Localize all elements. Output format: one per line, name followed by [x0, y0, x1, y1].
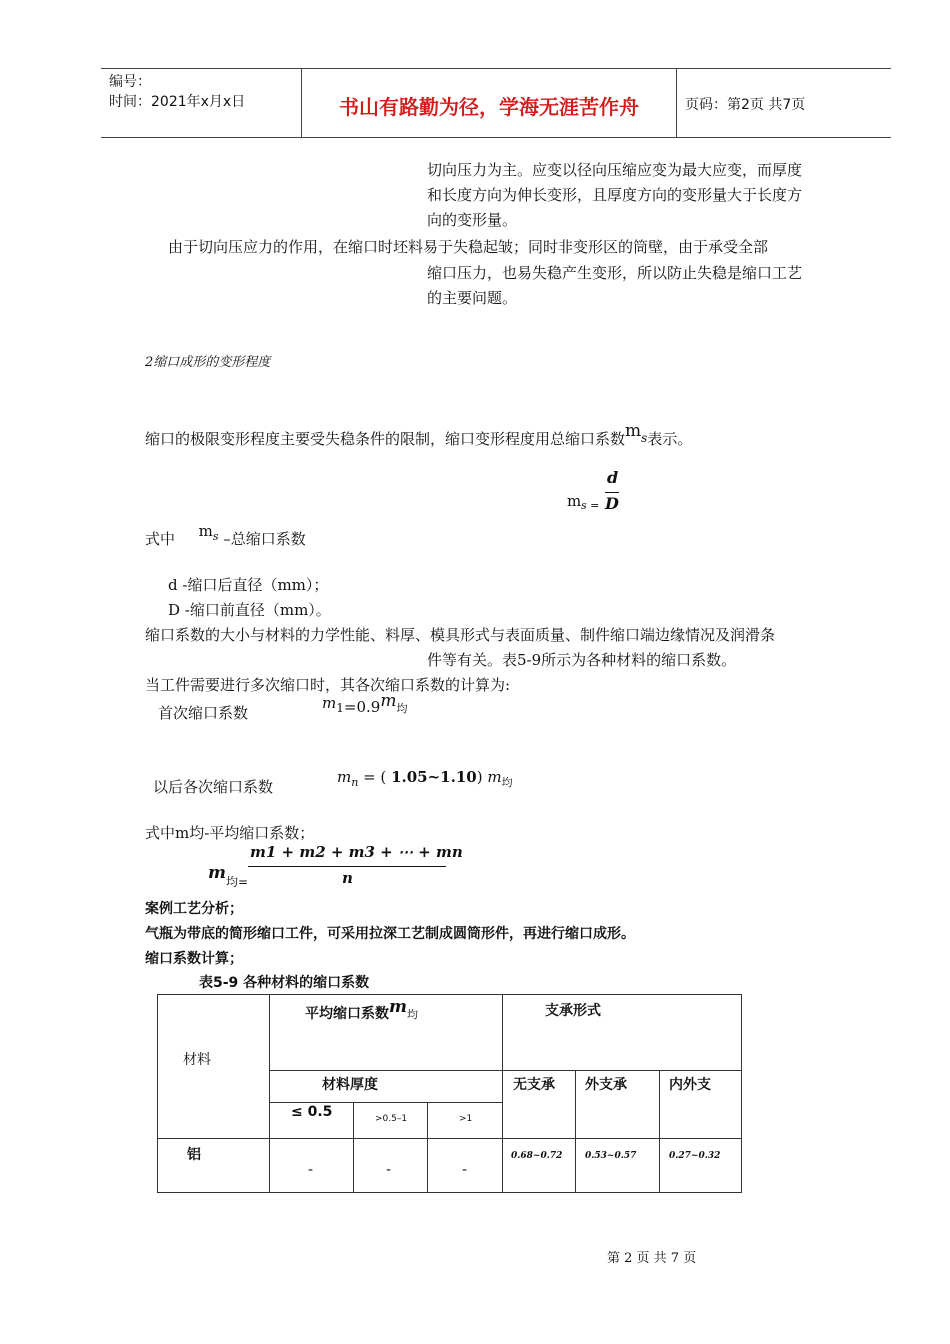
def-text: –总缩口系数: [223, 530, 306, 548]
p3-suffix: 表示。: [647, 430, 693, 448]
page-label: 页码：第2页 共7页: [685, 97, 806, 113]
case-title: 案例工艺分析；: [145, 901, 243, 917]
page-footer: 第 2 页 共 7 页: [607, 1251, 697, 1266]
avg-definition: 式中m均-平均缩口系数；: [145, 824, 315, 842]
p2-line-2: 缩口压力，也易失稳产生变形，所以防止失稳是缩口工艺: [427, 264, 803, 282]
later-reduction-formula: [337, 768, 513, 789]
section-heading: 2缩口成形的变形程度: [145, 355, 271, 370]
table-caption: 表5-9 各种材料的缩口系数: [199, 975, 370, 991]
formula1-fraction-bar: [605, 492, 619, 493]
formula-ms: [567, 466, 637, 516]
support-outer: 外支承: [585, 1077, 627, 1093]
row-value-2: -: [386, 1162, 392, 1178]
support-inner-outer: 内外支: [669, 1077, 711, 1093]
later-paren-open: = (: [358, 768, 392, 786]
later-paren-close: ): [476, 768, 488, 786]
def-symbol-sub: s: [212, 530, 219, 543]
p3-prefix: 缩口的极限变形程度主要受失稳条件的限制，缩口变形程度用总缩口系数: [145, 430, 626, 448]
first-mavg: m: [380, 691, 397, 711]
row-support-2: 0.53~0.57: [585, 1151, 637, 1161]
thickness-1: ≤ 0.5: [291, 1104, 333, 1120]
avg-denominator: n: [342, 869, 353, 887]
material-header: 材料: [183, 1052, 211, 1068]
first-reduction-formula: [322, 691, 408, 717]
def-d: d -缩口后直径（mm）；: [168, 576, 329, 594]
paragraph-2-cont: [427, 261, 802, 311]
p1-line-3: 向的变形量。: [427, 211, 518, 229]
avg-header-symbol: m: [389, 997, 407, 1017]
thickness-header: 材料厚度: [322, 1077, 378, 1093]
paragraph-1: [427, 158, 802, 233]
later-coef-range: 1.05~1.10: [391, 768, 477, 786]
p1-line-2: 和长度方向为伸长变形，且厚度方向的变形量大于长度方: [427, 186, 803, 204]
later-m: m: [337, 768, 352, 786]
support-none: 无支承: [513, 1077, 555, 1093]
row-support-1: 0.68~0.72: [511, 1151, 563, 1161]
formula1-lhs: m: [567, 492, 582, 510]
page-header: [101, 68, 891, 138]
date-label: 时间：2021年x月x日: [109, 94, 246, 110]
motto: 书山有路勤为径，学海无涯苦作舟: [339, 95, 639, 119]
avg-header-label: 平均缩口系数: [305, 1006, 389, 1022]
header-page-cell: [677, 69, 891, 137]
row-value-1: -: [308, 1162, 314, 1178]
case-text: 气瓶为带底的简形缩口工件，可采用拉深工艺制成圆筒形件，再进行缩口成形。: [145, 926, 635, 942]
later-m-sub: n: [351, 776, 359, 789]
row-support-3: 0.27~0.32: [669, 1151, 721, 1161]
row-material: 铝: [187, 1147, 201, 1163]
formula1-denominator: D: [605, 494, 619, 513]
avg-numerator: m1 + m2 + m3 + ⋯ + mn: [250, 843, 463, 861]
support-header: 支承形式: [545, 1003, 601, 1019]
p4-line-1: 缩口系数的大小与材料的力学性能、料厚、模具形式与表面质量、制件缩口端边缘情况及润滑条: [145, 626, 776, 644]
avg-header: [305, 997, 418, 1023]
first-m-sub: 1: [336, 701, 344, 715]
avg-lhs-sub: 均=: [226, 875, 249, 889]
later-mavg-sub: 均: [501, 776, 513, 789]
p2-line-1: 由于切向压应力的作用，在缩口时坯料易于失稳起皱；同时非变形区的筒壁，由于承受全部: [168, 238, 769, 256]
p1-line-1: 切向压力为主。应变以径向压缩应变为最大应变，而厚度: [427, 161, 803, 179]
serial-label: 编号：: [109, 74, 151, 90]
def-D: D -缩口前直径（mm）。: [168, 601, 331, 619]
later-mavg: m: [487, 768, 502, 786]
p2-line-3: 的主要问题。: [427, 289, 518, 307]
later-reduction-label: 以后各次缩口系数: [153, 778, 274, 796]
first-m: m: [322, 694, 337, 712]
formula1-sub: s =: [581, 499, 600, 512]
def-ms-line: [145, 522, 306, 549]
p3-symbol: m: [625, 421, 642, 441]
first-reduction-label: 首次缩口系数: [158, 704, 249, 722]
def-symbol: m: [198, 522, 213, 540]
thickness-2: >0.5–1: [375, 1114, 408, 1124]
calc-title: 缩口系数计算；: [145, 951, 243, 967]
first-mavg-sub: 均: [396, 702, 408, 715]
p3-symbol-sub: s: [641, 431, 648, 445]
header-meta-cell: [101, 69, 302, 137]
avg-lhs: m: [208, 863, 226, 883]
first-coef: =0.9: [343, 698, 381, 716]
paragraph-3: [145, 421, 693, 449]
avg-fraction-bar: [248, 866, 446, 867]
def-prefix: 式中: [145, 530, 176, 548]
formula1-numerator: d: [607, 468, 619, 487]
paragraph-5: 当工件需要进行多次缩口时，其各次缩口系数的计算为:: [145, 676, 511, 694]
row-value-3: -: [462, 1162, 468, 1178]
thickness-3: >1: [459, 1114, 473, 1124]
header-motto-cell: [302, 69, 677, 137]
p4-line-2: 件等有关。表5-9所示为各种材料的缩口系数。: [427, 651, 737, 669]
avg-header-symbol-sub: 均: [407, 1008, 418, 1021]
avg-formula: [208, 843, 463, 891]
